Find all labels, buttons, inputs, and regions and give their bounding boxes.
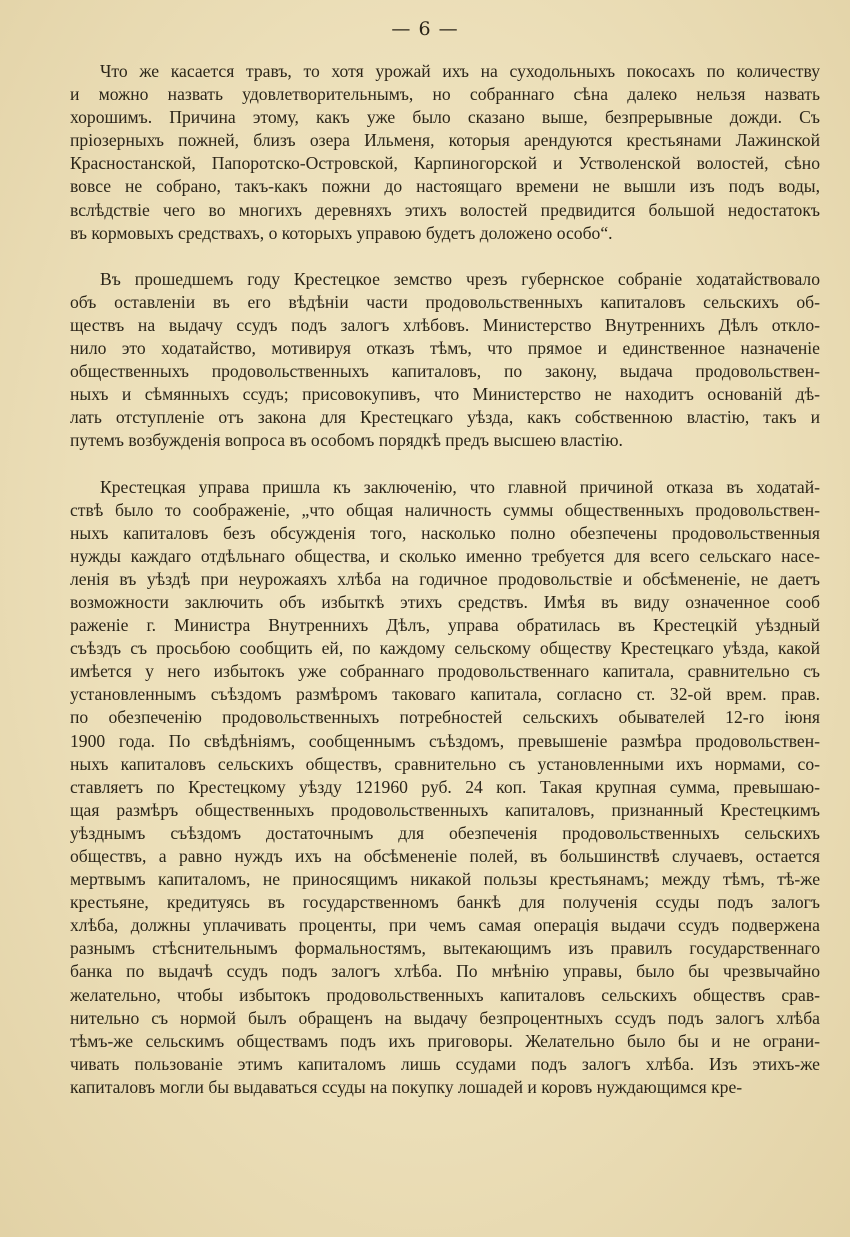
- body-text: [70, 60, 820, 1099]
- text-line: ществъ на выдачу ссудъ подъ залогъ хлѣбовъ. Министерство Внутреннихъ Дѣлъ откло-: [70, 314, 820, 335]
- page-number: — 6 —: [391, 18, 459, 40]
- text-line: вовсе не собрано, такъ-какъ пожни до настоящаго времени не вышли изъ подъ воды,: [70, 176, 820, 197]
- text-line: ставляетъ по Крестецкому уѣзду 121960 руб. 24 коп. Такая крупная сумма, превышаю-: [70, 776, 820, 797]
- text-line: Красностанской, Папоротско-Островской, Карпиногорской и Устволенской волостей, сѣно: [70, 153, 820, 174]
- text-line: крестьяне, кредитуясь въ государственномъ банкѣ для полученія ссуды подъ залогъ: [70, 892, 820, 913]
- text-line: Въ прошедшемъ году Крестецкое земство чрезъ губернское собраніе ходатайствовало: [100, 268, 820, 289]
- text-line: въ кормовыхъ средствахъ, о которыхъ управою будетъ доложено особо“.: [70, 222, 613, 243]
- text-line: пріозерныхъ пожней, близъ озера Ильменя, которыя арендуются крестьянами Лажинской: [70, 130, 820, 151]
- text-line: хлѣба, должны уплачивать проценты, при чемъ самая операція выдачи ссудъ подвержена: [70, 915, 820, 936]
- text-line: Крестецкая управа пришла къ заключенію, что главной причиной отказа въ ходатай-: [100, 476, 820, 497]
- text-line: и можно назвать удовлетворительнымъ, но собраннаго сѣна далеко нельзя назвать: [70, 84, 820, 105]
- text-line: возможности заключить объ избыткѣ этихъ средствъ. Имѣя въ виду означенное сооб: [70, 591, 820, 612]
- text-line: ствѣ было то соображеніе, „что общая наличность суммы общественныхъ продовольствен-: [70, 499, 820, 520]
- text-line: уѣзднымъ съѣздомъ достаточнымъ для обезпеченія продовольственныхъ сельскихъ: [70, 822, 820, 843]
- text-line: ныхъ капиталовъ безъ обсужденія того, насколько полно обезпечены продовольственныя: [70, 522, 820, 543]
- paragraph-krestetskaya-uprava: [70, 476, 820, 1100]
- text-line: путемъ возбужденія вопроса въ особомъ порядкѣ предъ высшею властію.: [70, 430, 623, 451]
- text-line: съѣздъ съ просьбою сообщить ей, по каждому сельскому обществу Крестецкаго уѣзда, какой: [70, 638, 820, 659]
- text-line: обществъ, а равно нуждъ ихъ на обсѣмененіе полей, въ большинствѣ случаевъ, остается: [70, 846, 820, 866]
- text-line: имѣется у него избытокъ уже собраннаго продовольственнаго капитала, сравнительно съ: [70, 661, 820, 682]
- text-line: ныхъ капиталовъ сельскихъ обществъ, сравнительно съ установленными ихъ нормами, со-: [70, 753, 820, 774]
- text-line: общественныхъ продовольственныхъ капиталовъ, по закону, выдача продовольствен-: [70, 361, 820, 382]
- text-line: тѣмъ-же сельскимъ обществамъ подъ ихъ приговоры. Желательно было бы и не ограни-: [70, 1030, 820, 1051]
- text-line: Что же касается травъ, то хотя урожай ихъ на суходольныхъ покосахъ по количеству: [100, 61, 820, 81]
- text-line: по обезпеченію продовольственныхъ потребностей сельскихъ обывателей 12-го іюня: [70, 707, 820, 728]
- text-line: нужды каждаго отдѣльнаго общества, и сколько именно требуется для всего сельскаго насе-: [70, 545, 820, 566]
- paragraph-travy: [70, 60, 820, 245]
- text-line: банка по выдачѣ ссудъ подъ залогъ хлѣба. По мнѣнію управы, было бы чрезвычайно: [70, 961, 820, 982]
- text-line: установленнымъ съѣздомъ размѣромъ таковаго капитала, согласно ст. 32-ой врем. прав.: [70, 684, 820, 705]
- text-line: ленія въ уѣздѣ при неурожаяхъ хлѣба на годичное продовольствіе и обсѣмененіе, не даетъ: [70, 568, 820, 589]
- text-line: лать отступленіе отъ закона для Крестецкаго уѣзда, какъ собственною властію, такъ и: [70, 407, 820, 428]
- text-line: вслѣдствіе чего во многихъ деревняхъ этихъ волостей предвидится большой недостатокъ: [70, 199, 820, 220]
- text-line: хорошимъ. Причина этому, какъ уже было сказано выше, безпрерывные дожди. Съ: [70, 107, 820, 128]
- text-line: 1900 года. По свѣдѣніямъ, сообщеннымъ съѣздомъ, превышеніе размѣра продовольствен-: [70, 730, 820, 751]
- text-line: чивать пользованіе этимъ капиталомъ лишь ссудами подъ залогъ хлѣба. Изъ этихъ-же: [70, 1053, 820, 1074]
- text-line: раженіе г. Министра Внутреннихъ Дѣлъ, управа обратилась въ Крестецкій уѣздный: [70, 615, 820, 636]
- text-line: нительно съ нормой былъ обращенъ на выдачу безпроцентныхъ ссудъ подъ залогъ хлѣба: [70, 1007, 820, 1028]
- text-line: объ оставленіи въ его вѣдѣніи части продовольственныхъ капиталовъ сельскихъ об-: [70, 291, 820, 312]
- paragraph-proshedshem-godu: [70, 268, 820, 453]
- paragraph-gap: [70, 453, 820, 476]
- text-line: ныхъ и сѣмянныхъ ссудъ; присовокупивъ, что Министерство не находитъ основаній дѣ-: [70, 384, 820, 405]
- text-line: разнымъ стѣснительнымъ формальностямъ, вытекающимъ изъ правилъ государственнаго: [70, 938, 820, 959]
- text-line: желательно, чтобы избытокъ продовольственныхъ капиталовъ сельскихъ обществъ срав-: [70, 984, 820, 1005]
- text-line: капиталовъ могли бы выдаваться ссуды на покупку лошадей и коровъ нуждающимся кре-: [70, 1076, 743, 1097]
- paragraph-gap: [70, 245, 820, 268]
- text-line: нило это ходатайство, мотивируя отказъ тѣмъ, что прямое и единственное назначеніе: [70, 338, 820, 359]
- text-line: щая размѣръ общественныхъ продовольственныхъ капиталовъ, признанный Крестецкимъ: [70, 799, 820, 820]
- text-line: мертвымъ капиталомъ, не приносящимъ никакой пользы крестьянамъ; между тѣмъ, тѣ-же: [70, 869, 820, 890]
